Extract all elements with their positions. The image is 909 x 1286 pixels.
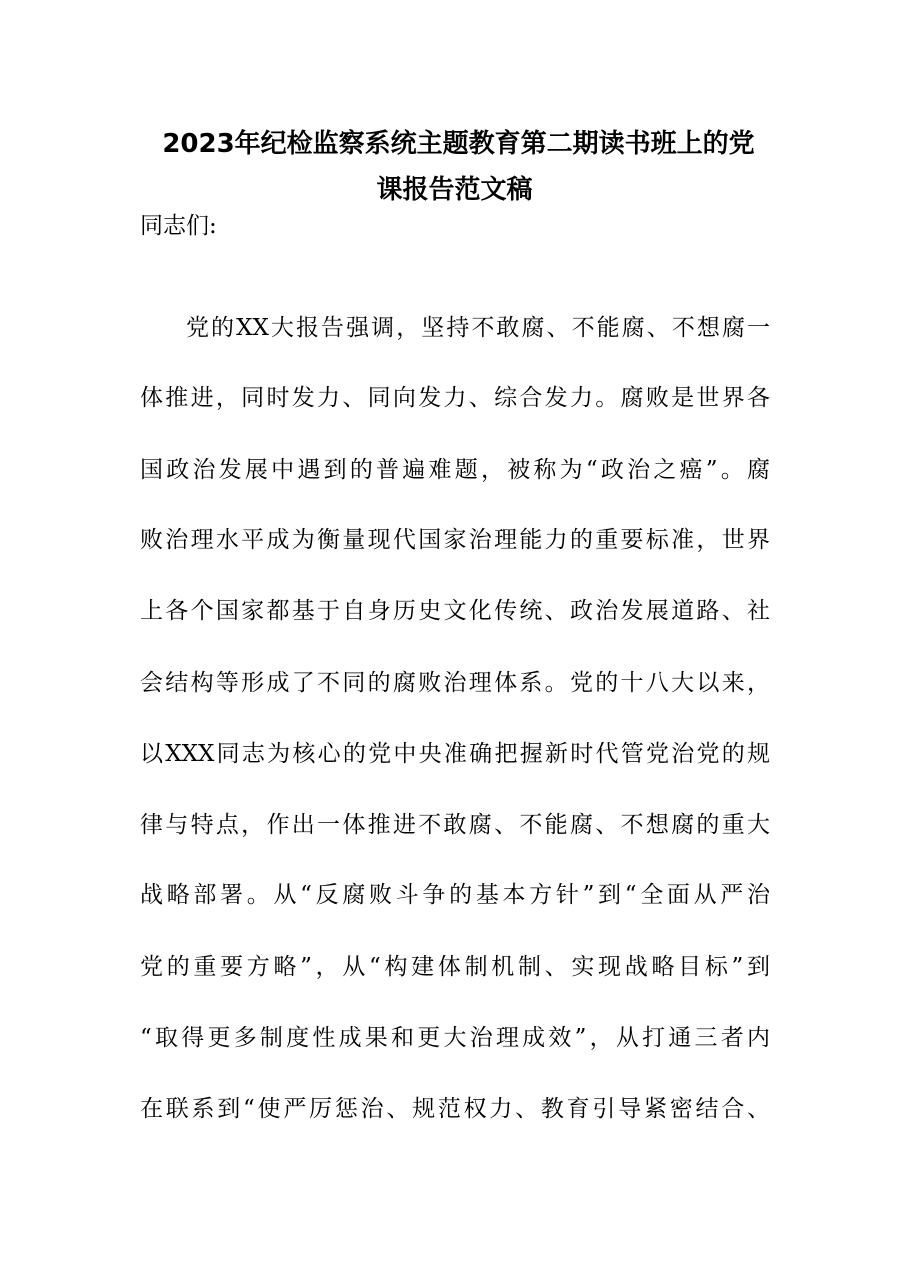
paragraph-line-9: 战略部署。从“反腐败斗争的基本方针”到“全面从严治 bbox=[140, 882, 770, 908]
paragraph-line-5: 上各个国家都基于自身历史文化传统、政治发展道路、社 bbox=[140, 598, 770, 624]
paragraph-line-12: 在联系到“使严厉惩治、规范权力、教育引导紧密结合、 bbox=[140, 1096, 770, 1122]
salutation: 同志们: bbox=[140, 213, 217, 239]
paragraph-line-3: 国政治发展中遇到的普遍难题，被称为“政治之癌”。腐 bbox=[140, 457, 770, 483]
document-title-line-2: 课报告范文稿 bbox=[376, 175, 533, 205]
paragraph-line-10: 党的重要方略”，从“构建体制机制、实现战略目标”到 bbox=[140, 954, 770, 980]
paragraph-line-8: 律与特点，作出一体推进不敢腐、不能腐、不想腐的重大 bbox=[140, 812, 770, 838]
paragraph-line-11: “取得更多制度性成果和更大治理成效”，从打通三者内 bbox=[140, 1025, 770, 1051]
paragraph-line-7: 以XXX同志为核心的党中央准确把握新时代管党治党的规 bbox=[140, 741, 770, 767]
paragraph-line-6: 会结构等形成了不同的腐败治理体系。党的十八大以来， bbox=[140, 670, 770, 696]
paragraph-line-4: 败治理水平成为衡量现代国家治理能力的重要标准，世界 bbox=[140, 527, 770, 553]
paragraph-line-2: 体推进，同时发力、同向发力、综合发力。腐败是世界各 bbox=[140, 385, 770, 411]
document-title-line-1: 2023年纪检监察系统主题教育第二期读书班上的党 bbox=[162, 129, 755, 159]
paragraph-line-1: 党的XX大报告强调，坚持不敢腐、不能腐、不想腐一 bbox=[186, 315, 770, 341]
